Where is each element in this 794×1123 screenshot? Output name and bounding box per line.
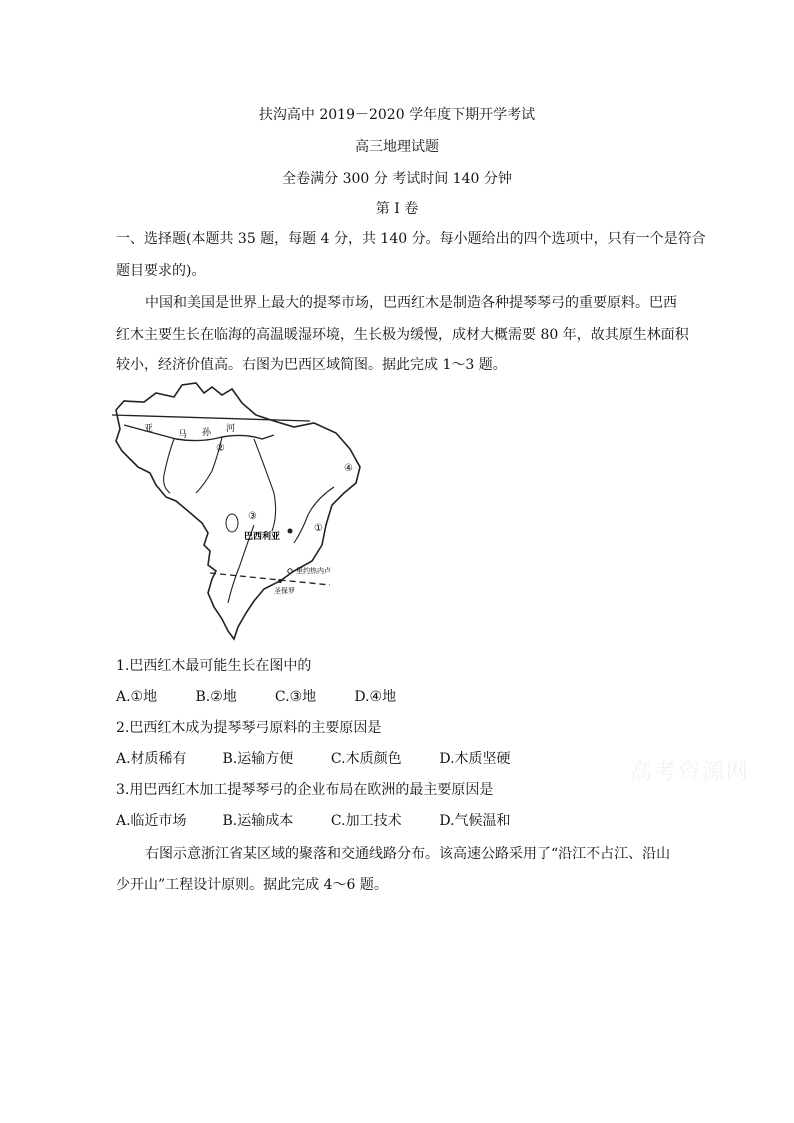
passage2-line2: 少开山”工程设计原则。据此完成 4～6 题。 — [116, 877, 388, 893]
question-1-options — [116, 686, 429, 706]
river-sao-francisco — [294, 487, 334, 543]
q2-option-d[interactable]: D.木质坚硬 — [439, 751, 511, 767]
exam-subtitle: 高三地理试题 — [355, 139, 439, 155]
map-label-amazon-3: 孙 — [202, 428, 212, 438]
section-instruction-1: 一、选择题(本题共 35 题，每题 4 分，共 140 分。每小题给出的四个选项中，只有一个是符合 — [116, 231, 706, 247]
exam-title: 扶沟高中 2019－2020 学年度下期开学考试 — [258, 107, 536, 123]
equator-line — [112, 415, 310, 421]
question-3-options — [116, 810, 543, 830]
q2-option-c[interactable]: C.木质颜色 — [330, 751, 402, 767]
watermark: 高考资源网 — [630, 760, 751, 785]
capital-dot — [288, 529, 293, 534]
exam-info: 全卷满分 300 分 考试时间 140 分钟 — [282, 171, 512, 187]
q3-option-c[interactable]: C.加工技术 — [330, 813, 402, 829]
map-label-rio: 里约热内卢 — [296, 567, 331, 575]
brazil-map — [104, 375, 368, 645]
map-marker-3: ③ — [248, 511, 257, 522]
volume-label: 第 I 卷 — [375, 201, 419, 217]
saopaulo-dot — [278, 579, 282, 583]
question-2-stem: 2.巴西红木成为提琴琴弓原料的主要原因是 — [116, 720, 382, 736]
brazil-outline — [116, 383, 360, 639]
map-label-amazon-2: 马 — [178, 430, 188, 440]
q2-option-a[interactable]: A.材质稀有 — [116, 751, 187, 767]
q3-option-b[interactable]: B.运输成本 — [222, 813, 294, 829]
tributary-north — [164, 439, 174, 493]
q1-option-d[interactable]: D.④地 — [354, 689, 397, 705]
river-to-interior — [254, 439, 276, 531]
q1-option-c[interactable]: C.③地 — [274, 689, 317, 705]
map-label-saopaulo: 圣保罗 — [274, 587, 295, 595]
q2-option-b[interactable]: B.运输方便 — [222, 751, 294, 767]
passage1-line2: 红木主要生长在临海的高温暖湿环境，生长极为缓慢，成材大概需要 80 年，故其原生林面积 — [116, 327, 689, 343]
question-2-options — [116, 748, 543, 768]
map-label-capital: 巴西利亚 — [244, 532, 281, 542]
passage1-line1: 中国和美国是世界上最大的提琴市场，巴西红木是制造各种提琴琴弓的重要原料。巴西 — [145, 295, 677, 311]
map-marker-1: ① — [314, 523, 323, 534]
map-marker-2: ② — [216, 443, 225, 454]
q3-option-a[interactable]: A.临近市场 — [116, 813, 187, 829]
map-marker-4: ④ — [344, 463, 353, 474]
q1-option-b[interactable]: B.②地 — [195, 689, 237, 705]
section-instruction-2: 题目要求的)。 — [116, 263, 206, 279]
question-1-stem: 1.巴西红木最可能生长在图中的 — [116, 658, 312, 674]
rio-dot — [288, 569, 292, 573]
passage2-line1: 右图示意浙江省某区域的聚落和交通线路分布。该高速公路采用了“沿江不占江、沿山 — [145, 846, 671, 862]
map-label-amazon-4: 河 — [226, 424, 236, 434]
passage1-line3: 较小，经济价值高。右图为巴西区域简图。据此完成 1～3 题。 — [116, 357, 507, 373]
q1-option-a[interactable]: A.①地 — [116, 689, 158, 705]
pantanal-lake — [226, 514, 238, 532]
map-label-amazon-1: 亚 — [144, 424, 154, 434]
q3-option-d[interactable]: D.气候温和 — [439, 813, 511, 829]
question-3-stem: 3.用巴西红木加工提琴琴弓的企业布局在欧洲的最主要原因是 — [116, 782, 494, 798]
